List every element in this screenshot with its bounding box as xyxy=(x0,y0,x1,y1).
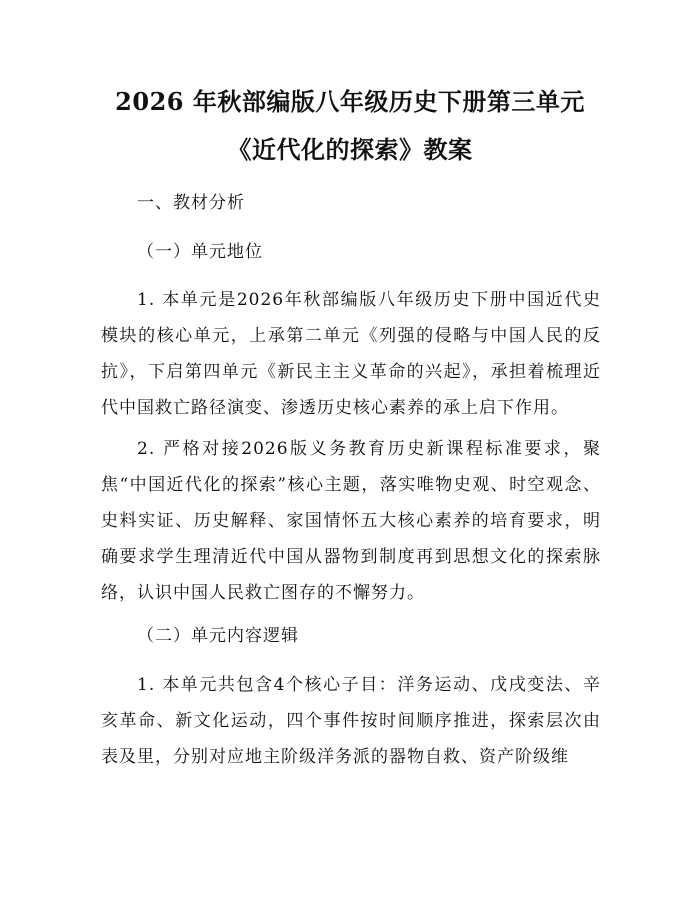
paragraph-unit-position-1: 1. 本单元是2026年秋部编版八年级历史下册中国近代史模块的核心单元，上承第二单元《列强的侵略与中国人民的反抗》，下启第四单元《新民主主义革命的兴起》，承担着梳理近代中国救亡路径演变、渗透历史核心素养的承上启下作用。 xyxy=(101,290,601,418)
subsection-heading-content-logic: （二）单元内容逻辑 xyxy=(137,626,299,646)
paragraph-content-logic-1: 1. 本单元共包含4个核心子目：洋务运动、戊戌变法、辛亥革命、新文化运动，四个事件按时间顺序推进，探索层次由表及里，分别对应地主阶级洋务派的器物自救、资产阶级维 xyxy=(101,675,601,767)
document-title-line-1: 2026 年秋部编版八年级历史下册第三单元 xyxy=(115,87,585,116)
section-heading-textbook-analysis: 一、教材分析 xyxy=(137,193,245,213)
document-title-line-2: 《近代化的探索》教案 xyxy=(227,135,473,164)
subsection-heading-unit-position: （一）单元地位 xyxy=(137,242,263,262)
paragraph-unit-position-2: 2. 严格对接2026版义务教育历史新课程标准要求，聚焦“中国近代化的探索”核心主题，落实唯物史观、时空观念、史料实证、历史解释、家国情怀五大核心素养的培育要求，明确要求学生理清近代中国从器物到制度再到思想文化的探索脉络，认识中国人民救亡图存的不懈努力。 xyxy=(101,439,601,603)
